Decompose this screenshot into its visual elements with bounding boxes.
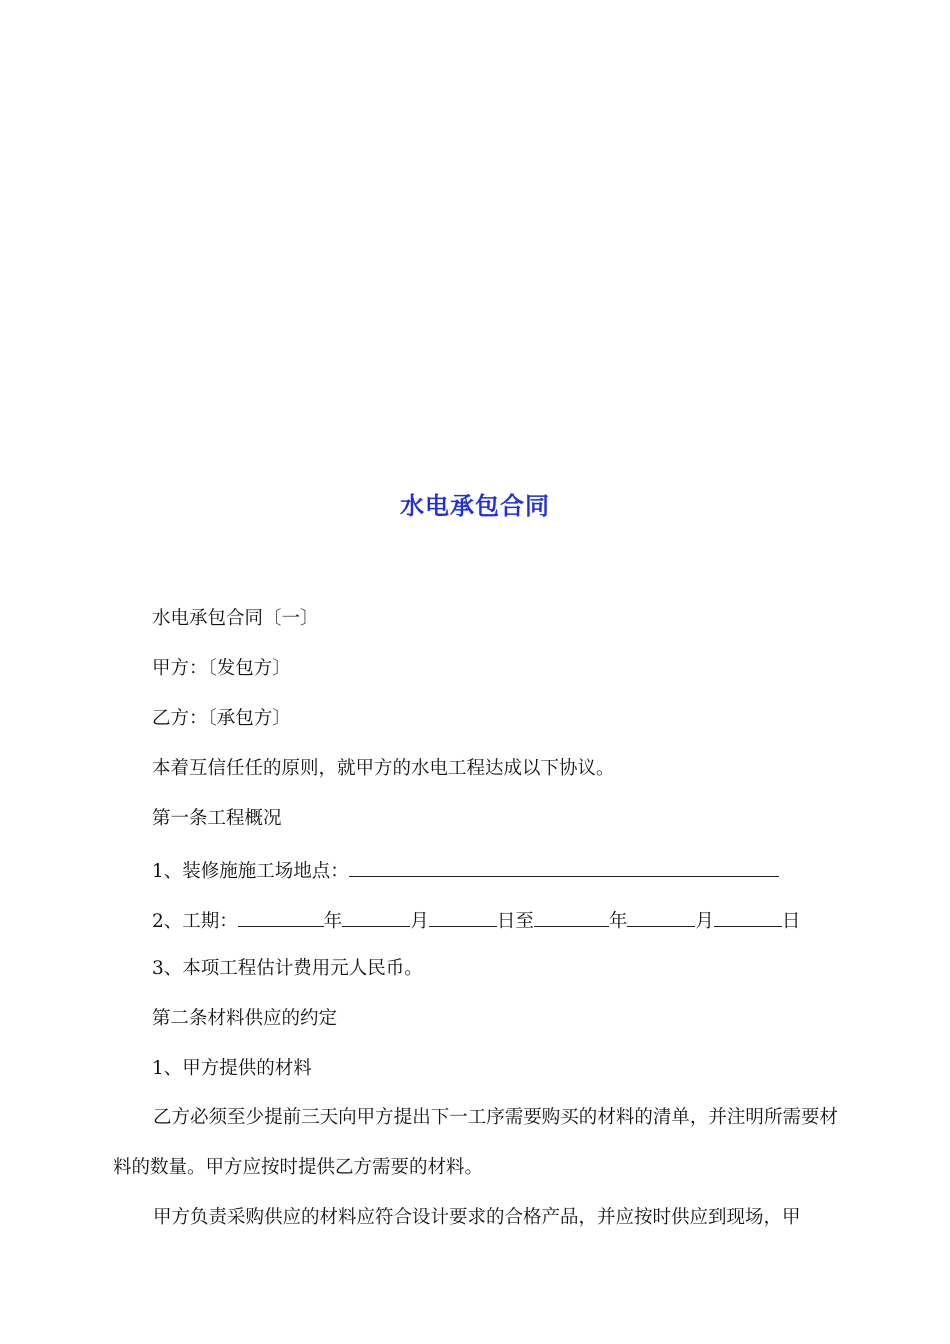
site-location-label: 1、装修施施工场地点： — [152, 861, 349, 882]
site-location-line — [152, 856, 779, 885]
site-location-blank — [349, 856, 779, 877]
end-month-blank — [627, 906, 695, 927]
end-month-text: 月 — [695, 911, 714, 932]
party-b-line: 乙方：〔承包方〕 — [152, 708, 291, 729]
cost-line: 3、本项工程估计费用元人民币。 — [152, 958, 423, 979]
start-month-blank — [342, 906, 410, 927]
start-month-text: 月 — [410, 911, 429, 932]
start-day-blank — [429, 906, 497, 927]
start-day-to-text: 日至 — [496, 911, 534, 932]
article-1-heading: 第一条工程概况 — [152, 808, 282, 829]
article-2-heading: 第二条材料供应的约定 — [152, 1008, 338, 1029]
materials-paragraph-2: 甲方负责采购供应的材料应符合设计要求的合格产品，并应按时供应到现场，甲 — [153, 1207, 801, 1228]
contract-subtitle: 水电承包合同〔一〕 — [152, 608, 319, 629]
materials-paragraph-1: 乙方必须至少提前三天向甲方提出下一工序需要购买的材料的清单，并注明所需要材料的数量。甲方应按时提供乙方需要的材料。 — [113, 1107, 838, 1178]
party-a-line: 甲方：〔发包方〕 — [152, 658, 291, 679]
end-day-blank — [714, 906, 782, 927]
document-title: 水电承包合同 — [400, 492, 550, 520]
schedule-label: 2、工期： — [152, 911, 238, 932]
preamble-line: 本着互信任任的原则，就甲方的水电工程达成以下协议。 — [152, 758, 615, 779]
end-year-blank — [534, 906, 609, 927]
schedule-line — [152, 906, 800, 935]
start-year-blank — [238, 906, 324, 927]
party-a-materials-heading: 1、甲方提供的材料 — [152, 1058, 312, 1079]
end-day-text: 日 — [781, 911, 801, 932]
start-year-text: 年 — [323, 911, 343, 932]
end-year-text: 年 — [608, 911, 628, 932]
